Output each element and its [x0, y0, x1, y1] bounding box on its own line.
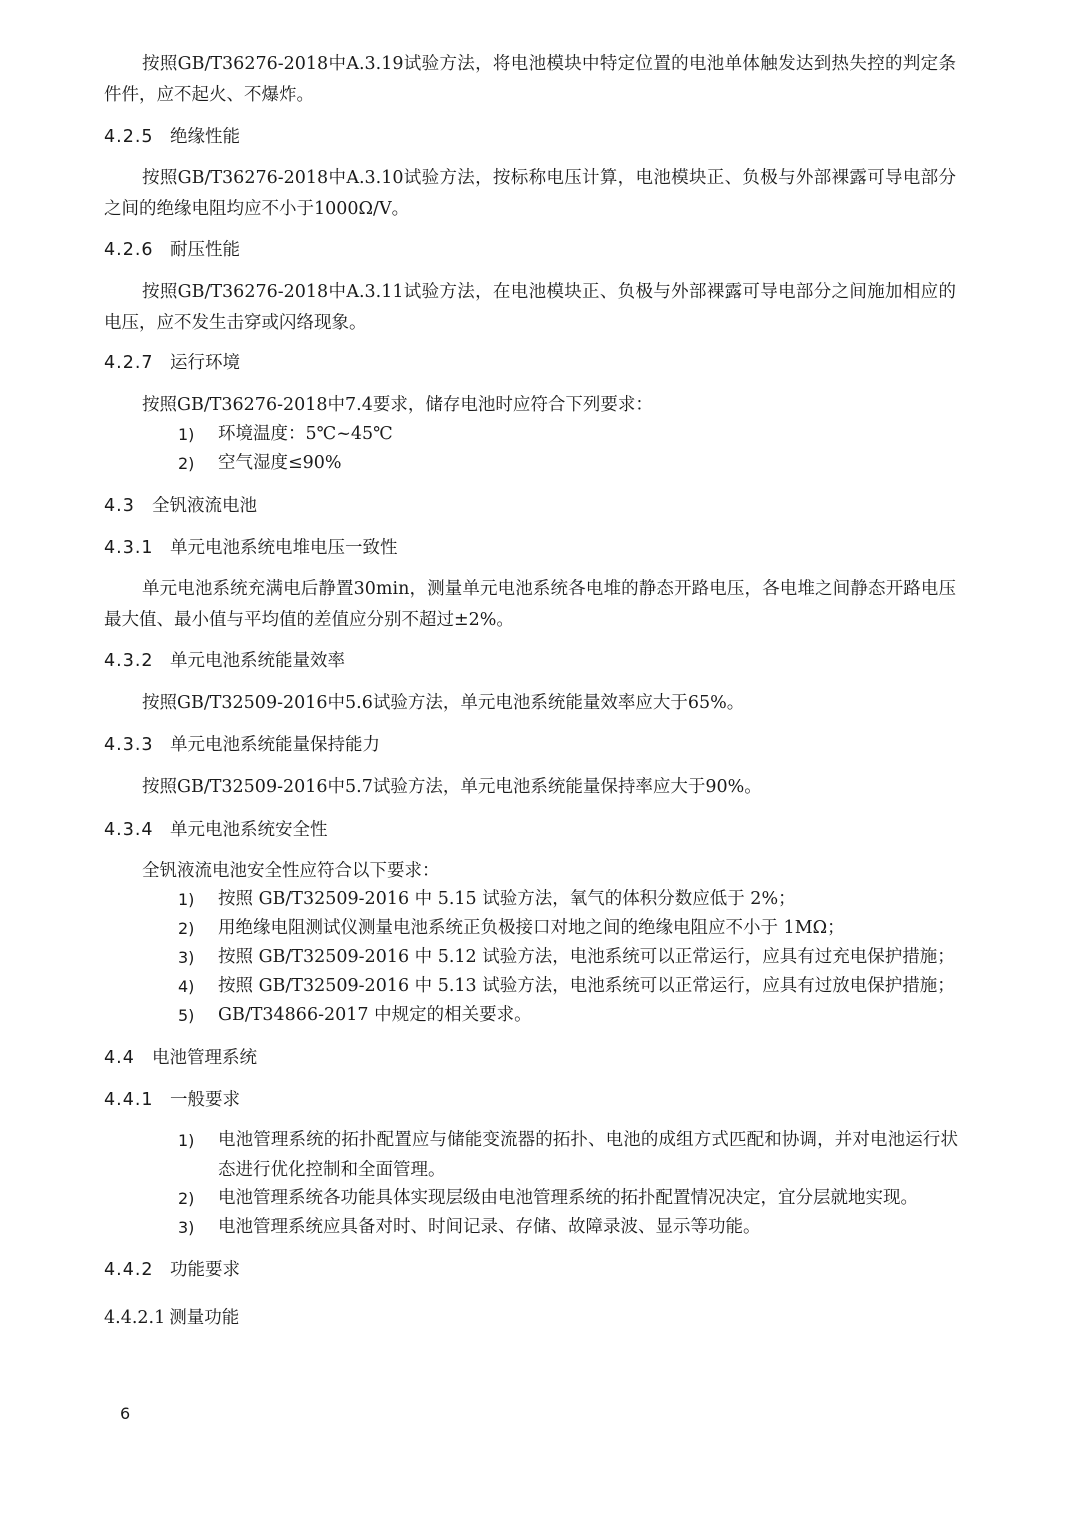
list-item: [178, 449, 958, 479]
paragraph-4-3-2: 按照GB/T32509-2016中5.6试验方法，单元电池系统能量效率应大于65%。: [142, 693, 745, 713]
list-text: 电池管理系统应具备对时、时间记录、存储、故障录波、显示等功能。: [218, 1217, 761, 1237]
list-item: [178, 1184, 958, 1214]
section-number: 4.4: [104, 1048, 135, 1068]
section-number: 4.3.4: [104, 820, 154, 840]
section-heading-4-3-4: [104, 815, 328, 845]
list-item: [178, 420, 958, 450]
paragraph-4-3-4: 全钒液流电池安全性应符合以下要求：: [142, 861, 440, 881]
section-heading-4-2-7: [104, 348, 240, 378]
list-item: [178, 914, 958, 944]
section-number: 4.3: [104, 496, 135, 516]
paragraph-4-3-3: 按照GB/T32509-2016中5.7试验方法，单元电池系统能量保持率应大于90%。: [142, 777, 762, 797]
list-marker: 3): [178, 1218, 195, 1237]
section-number: 4.2.7: [104, 353, 154, 373]
section-title: 耐压性能: [170, 240, 240, 260]
section-title: 运行环境: [170, 353, 240, 373]
list-text: 空气湿度≤90%: [218, 453, 342, 473]
section-heading-4-4: [104, 1043, 257, 1073]
section-title: 一般要求: [170, 1090, 240, 1110]
section-number: 4.3.3: [104, 735, 154, 755]
paragraph-7-4: 按照GB/T36276-2018中7.4要求，储存电池时应符合下列要求：: [142, 395, 653, 415]
list-item: [178, 885, 958, 915]
section-number: 4.4.1: [104, 1090, 154, 1110]
list-text: 环境温度：5℃~45℃: [218, 424, 393, 444]
section-heading-4-2-5: [104, 122, 240, 152]
list-text: 电池管理系统各功能具体实现层级由电池管理系统的拓扑配置情况决定，宜分层就地实现。: [218, 1188, 918, 1208]
list-marker: 1): [178, 1131, 195, 1150]
section-heading-4-4-2: [104, 1255, 240, 1285]
section-heading-4-3-3: [104, 730, 380, 760]
section-number: 4.4.2: [104, 1260, 154, 1280]
section-title: 单元电池系统能量保持能力: [170, 735, 380, 755]
list-item: [178, 1001, 958, 1031]
list-text: 电池管理系统的拓扑配置应与储能变流器的拓扑、电池的成组方式匹配和协调，并对电池运行状态进行优化控制和全面管理。: [218, 1130, 958, 1180]
list-item: [178, 972, 958, 1002]
list-item: [178, 1213, 958, 1243]
section-heading-4-2-6: [104, 235, 240, 265]
section-title: 单元电池系统安全性: [170, 820, 328, 840]
list-item: [178, 943, 958, 973]
list-item: [178, 1126, 958, 1185]
section-heading-4-4-1: [104, 1085, 240, 1115]
section-title: 单元电池系统能量效率: [170, 651, 345, 671]
section-heading-4-3: [104, 491, 257, 521]
section-number: 4.4.2.1: [104, 1308, 166, 1328]
list-marker: 2): [178, 919, 195, 938]
section-heading-4-4-2-1: [104, 1303, 239, 1333]
section-heading-4-3-1: [104, 533, 398, 563]
section-title: 测量功能: [169, 1308, 240, 1328]
section-number: 4.3.2: [104, 651, 154, 671]
list-text: 用绝缘电阻测试仪测量电池系统正负极接口对地之间的绝缘电阻应不小于 1MΩ；: [218, 918, 845, 938]
list-marker: 4): [178, 977, 195, 996]
list-text: 按照 GB/T32509-2016 中 5.13 试验方法，电池系统可以正常运行，应具有过放电保护措施；: [218, 976, 955, 996]
list-marker: 2): [178, 454, 195, 473]
section-title: 绝缘性能: [170, 127, 240, 147]
paragraph-a311: 按照GB/T36276-2018中A.3.11试验方法，在电池模块正、负极与外部裸露可导电部分之间施加相应的电压，应不发生击穿或闪络现象。: [104, 282, 956, 333]
paragraph-a310: 按照GB/T36276-2018中A.3.10试验方法，按标称电压计算，电池模块正、负极与外部裸露可导电部分之间的绝缘电阻均应不小于1000Ω/V。: [104, 168, 956, 219]
paragraph-4-3-1: 单元电池系统充满电后静置30min，测量单元电池系统各电堆的静态开路电压，各电堆之间静态开路电压最大值、最小值与平均值的差值应分别不超过±2%。: [104, 579, 956, 630]
list-marker: 1): [178, 890, 195, 909]
section-title: 单元电池系统电堆电压一致性: [170, 538, 398, 558]
section-title: 功能要求: [170, 1260, 240, 1280]
list-marker: 5): [178, 1006, 195, 1025]
list-text: 按照 GB/T32509-2016 中 5.12 试验方法，电池系统可以正常运行，应具有过充电保护措施；: [218, 947, 955, 967]
list-text: 按照 GB/T32509-2016 中 5.15 试验方法，氧气的体积分数应低于 2%；: [218, 889, 796, 909]
page-number: 6: [120, 1404, 131, 1423]
section-number: 4.2.6: [104, 240, 154, 260]
list-marker: 3): [178, 948, 195, 967]
list-text: GB/T34866-2017 中规定的相关要求。: [218, 1005, 532, 1025]
section-heading-4-3-2: [104, 646, 345, 676]
section-number: 4.2.5: [104, 127, 154, 147]
list-marker: 2): [178, 1189, 195, 1208]
section-title: 全钒液流电池: [152, 496, 257, 516]
section-title: 电池管理系统: [152, 1048, 257, 1068]
list-marker: 1): [178, 425, 195, 444]
paragraph-a319: 按照GB/T36276-2018中A.3.19试验方法，将电池模块中特定位置的电池单体触发达到热失控的判定条件件，应不起火、不爆炸。: [104, 54, 956, 105]
section-number: 4.3.1: [104, 538, 154, 558]
